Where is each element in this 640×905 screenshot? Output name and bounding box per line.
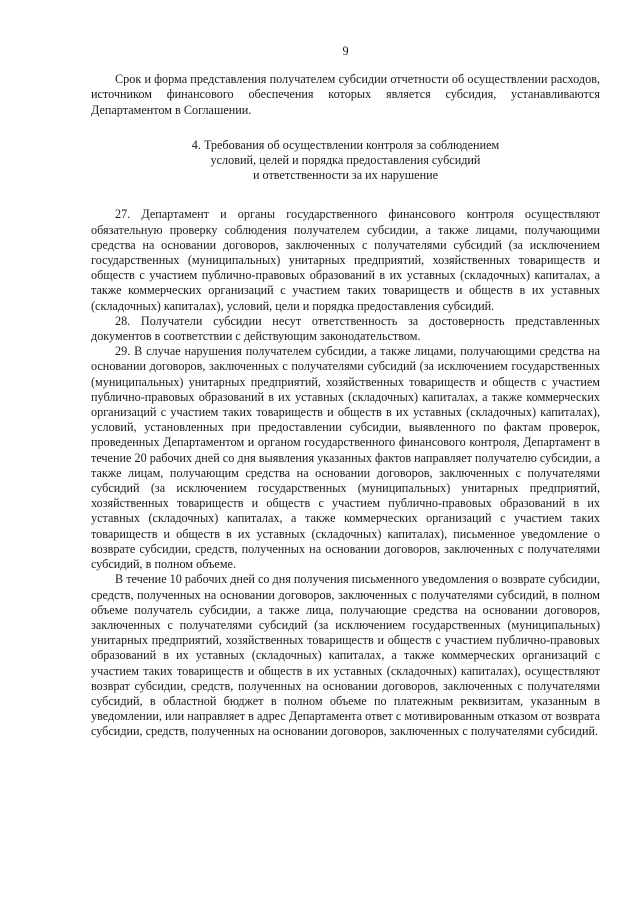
section-title-line: условий, целей и порядка предоставления субсидий — [210, 153, 481, 168]
page-number: 9 — [342, 44, 349, 58]
paragraph-29: 29. В случае нарушения получателем субсидии, а также лицами, получающими средства на основании договоров, заключенных с получателями субсидий (за исключением государственных (муниципальных) унитарных предприятий, хозяйственных товариществ и обществ с участием публично-правовых образований в их уставных (складочных) капиталах, а также коммерческих организаций с участием таких товариществ и обществ в их уставных (складочных) капиталах), условий, установленных при предоставлении субсидии, выявленного по фактам проверок, проведенных Департаментом и органом государственного финансового контроля, Департамент в течение 20 рабочих дней со дня выявления указанных фактов направляет получателю субсидии, а также лицам, получающим средства на основании договоров, заключенных с получателями субсидий (за исключением государственных (муниципальных) унитарных предприятий, хозяйственных товариществ и обществ с участием публично-правовых образований в их уставных (складочных) капиталах, а также коммерческих организаций с участием таких товариществ и обществ в их уставных (складочных) капиталах), письменное уведомление о возврате субсидии, средств, полученных на основании договоров, заключенных с получателями субсидий, в полном объеме. — [91, 344, 600, 572]
section-title — [91, 138, 600, 184]
section-title-line: и ответственности за их нарушение — [252, 168, 439, 183]
paragraph-27: 27. Департамент и органы государственного финансового контроля осуществляют обязательную проверку соблюдения получателем субсидии, а также лицами, получающими средства на основании договоров, заключенных с получателями субсидий (за исключением государственных (муниципальных) унитарных предприятий, хозяйственных товариществ и обществ с участием публично-правовых образований в их уставных (складочных) капиталах, а также коммерческих организаций с участием таких товариществ и обществ в их уставных (складочных) капиталах), условий, цели и порядка предоставления субсидий. — [91, 207, 600, 313]
intro-paragraph: Срок и форма представления получателем субсидии отчетности об осуществлении расходов, источником финансового обеспечения которых является субсидия, устанавливаются Департаментом в Соглашении. — [91, 72, 600, 117]
paragraph-28: 28. Получатели субсидии несут ответственность за достоверность представленных документов в соответствии с действующим законодательством. — [91, 313, 600, 344]
section-title-line: 4. Требования об осуществлении контроля за соблюдением — [191, 137, 500, 152]
paragraph-return-terms: В течение 10 рабочих дней со дня получения письменного уведомления о возврате субсидии, средств, полученных на основании договоров, заключенных с получателями субсидий, в полном объеме получатель субсидии, а также лица, получающие средства на основании договоров, заключенных с получателями субсидий (за исключением государственных (муниципальных) унитарных предприятий, хозяйственных товариществ и обществ с участием публично-правовых образований в их уставных (складочных) капиталах, а также коммерческих организаций с участием таких товариществ и обществ в их уставных (складочных) капиталах), осуществляют возврат субсидии, средств, полученных на основании договоров, заключенных с получателями субсидий, в областной бюджет в полном объеме по платежным реквизитам, указанным в уведомлении, или направляет в адрес Департамента ответ с мотивированным отказом от возврата субсидии, средств, полученных на основании договоров, заключенных с получателями субсидий. — [91, 572, 600, 739]
